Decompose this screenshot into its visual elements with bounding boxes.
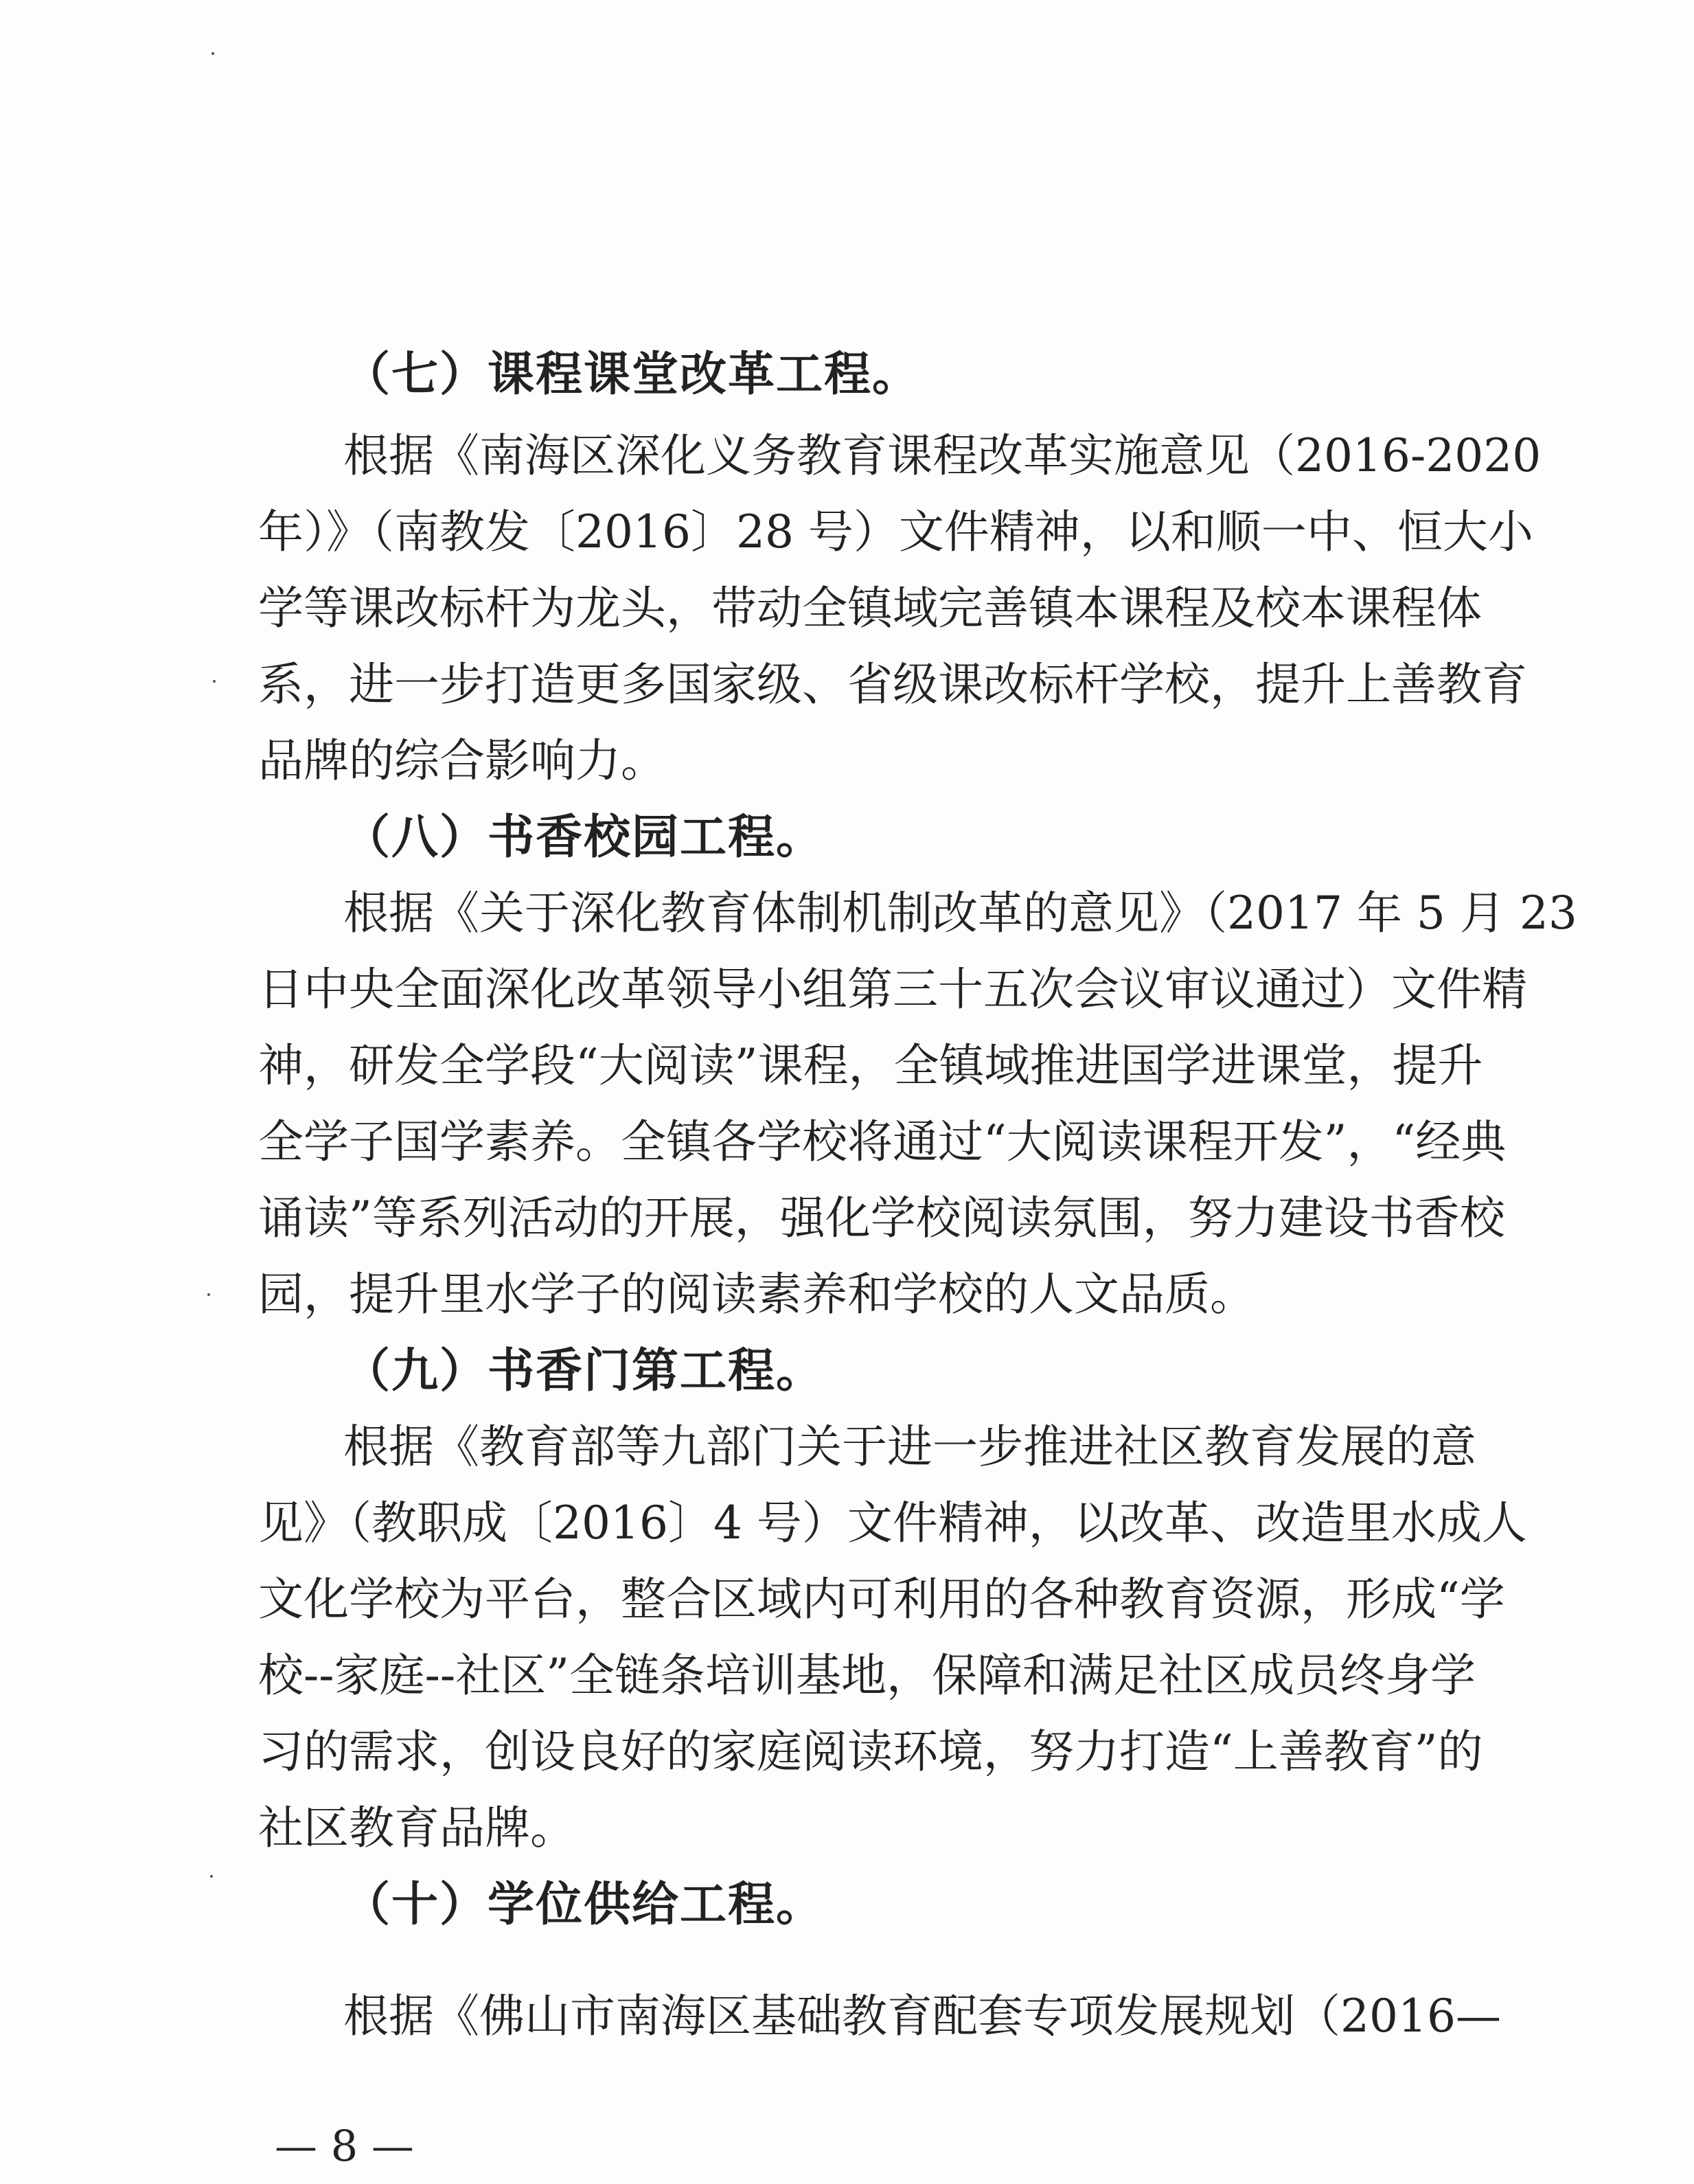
paragraph-line: 校--家庭--社区”全链条培训基地，保障和满足社区成员终身学	[258, 1649, 1476, 1702]
paragraph-line: 诵读”等系列活动的开展，强化学校阅读氛围，努力建设书香校	[258, 1192, 1505, 1244]
paragraph-line: 日中央全面深化改革领导小组第三十五次会议审议通过）文件精	[258, 963, 1527, 1016]
paragraph-line: 全学子国学素养。全镇各学校将通过“大阅读课程开发”，“经典	[258, 1115, 1507, 1168]
paragraph-line: 年）》（南教发〔2016〕28 号）文件精神，以和顺一中、恒大小	[258, 505, 1533, 558]
section-heading-7: （七）课程课堂改革工程。	[343, 347, 921, 402]
paragraph-line: 神，研发全学段“大阅读”课程，全镇域推进国学进课堂，提升	[258, 1039, 1483, 1092]
paragraph-line: 根据《佛山市南海区基础教育配套专项发展规划（2016—	[343, 1990, 1501, 2043]
paragraph-line: 根据《南海区深化义务教育课程改革实施意见（2016-2020	[343, 429, 1542, 482]
paragraph-line: 根据《关于深化教育体制机制改革的意见》（2017 年 5 月 23	[343, 887, 1577, 940]
paragraph-line: 系，进一步打造更多国家级、省级课改标杆学校，提升上善教育	[258, 658, 1527, 711]
scan-speck	[210, 1875, 213, 1878]
section-heading-10: （十）学位供给工程。	[343, 1877, 825, 1932]
paragraph-line: 品牌的综合影响力。	[258, 734, 666, 787]
scan-speck	[213, 680, 216, 683]
paragraph-line: 根据《教育部等九部门关于进一步推进社区教育发展的意	[343, 1420, 1476, 1473]
paragraph-line: 习的需求，创设良好的家庭阅读环境，努力打造“上善教育”的	[258, 1725, 1483, 1778]
section-heading-9: （九）书香门第工程。	[343, 1343, 825, 1398]
scan-speck	[211, 52, 214, 55]
section-heading-8: （八）书香校园工程。	[343, 810, 825, 865]
paragraph-line: 园，提升里水学子的阅读素养和学校的人文品质。	[258, 1268, 1255, 1321]
paragraph-line: 社区教育品牌。	[258, 1801, 575, 1854]
page-number: — 8 —	[275, 2121, 414, 2171]
paragraph-line: 学等课改标杆为龙头，带动全镇域完善镇本课程及校本课程体	[258, 582, 1482, 635]
paragraph-line: 见》（教职成〔2016〕4 号）文件精神，以改革、改造里水成人	[258, 1497, 1527, 1549]
scan-speck	[207, 1293, 210, 1296]
paragraph-line: 文化学校为平台，整合区域内可利用的各种教育资源，形成“学	[258, 1573, 1505, 1626]
